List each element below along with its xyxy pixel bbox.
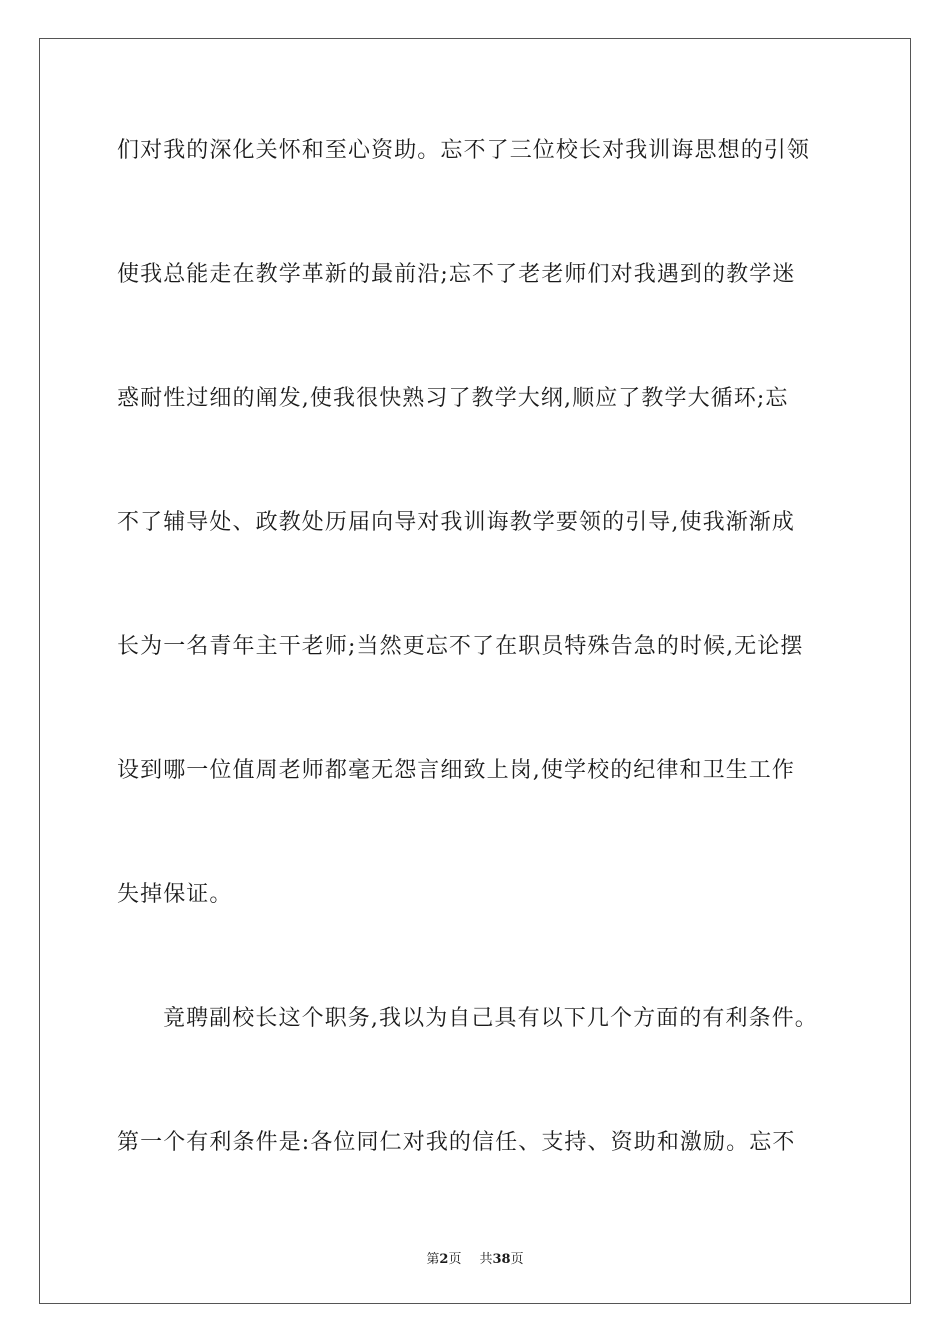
page-border [39,38,911,1304]
body-text-line-9: 第一个有利条件是:各位同仁对我的信任、支持、资助和激励。忘不 [117,1130,796,1155]
footer-total-prefix: 共 [479,1252,493,1267]
footer-page-prefix: 第 [426,1252,440,1267]
body-text-line-7: 失掉保证。 [117,882,233,907]
footer-page-suffix: 页 [448,1252,462,1267]
body-text-line-4: 不了辅导处、政教处历届向导对我训诲教学要领的引导,使我渐渐成 [117,510,795,535]
page-footer [0,1248,950,1267]
body-text-line-3: 惑耐性过细的阐发,使我很快熟习了教学大纲,顺应了教学大循环;忘 [117,386,789,411]
body-text-line-5: 长为一名青年主干老师;当然更忘不了在职员特殊告急的时候,无论摆 [117,634,804,659]
body-text-line-2: 使我总能走在教学革新的最前沿;忘不了老老师们对我遇到的教学迷 [117,262,796,287]
body-text-line-1: 们对我的深化关怀和至心资助。忘不了三位校长对我训诲思想的引领 [117,138,811,163]
footer-total-number: 38 [492,1252,511,1267]
footer-total-suffix: 页 [510,1252,524,1267]
paragraph-first-line: 竟聘副校长这个职务,我以为自己具有以下几个方面的有利条件。 [163,1006,818,1031]
body-text-line-6: 设到哪一位值周老师都毫无怨言细致上岗,使学校的纪律和卫生工作 [117,758,795,783]
footer-page-number: 2 [439,1252,449,1267]
